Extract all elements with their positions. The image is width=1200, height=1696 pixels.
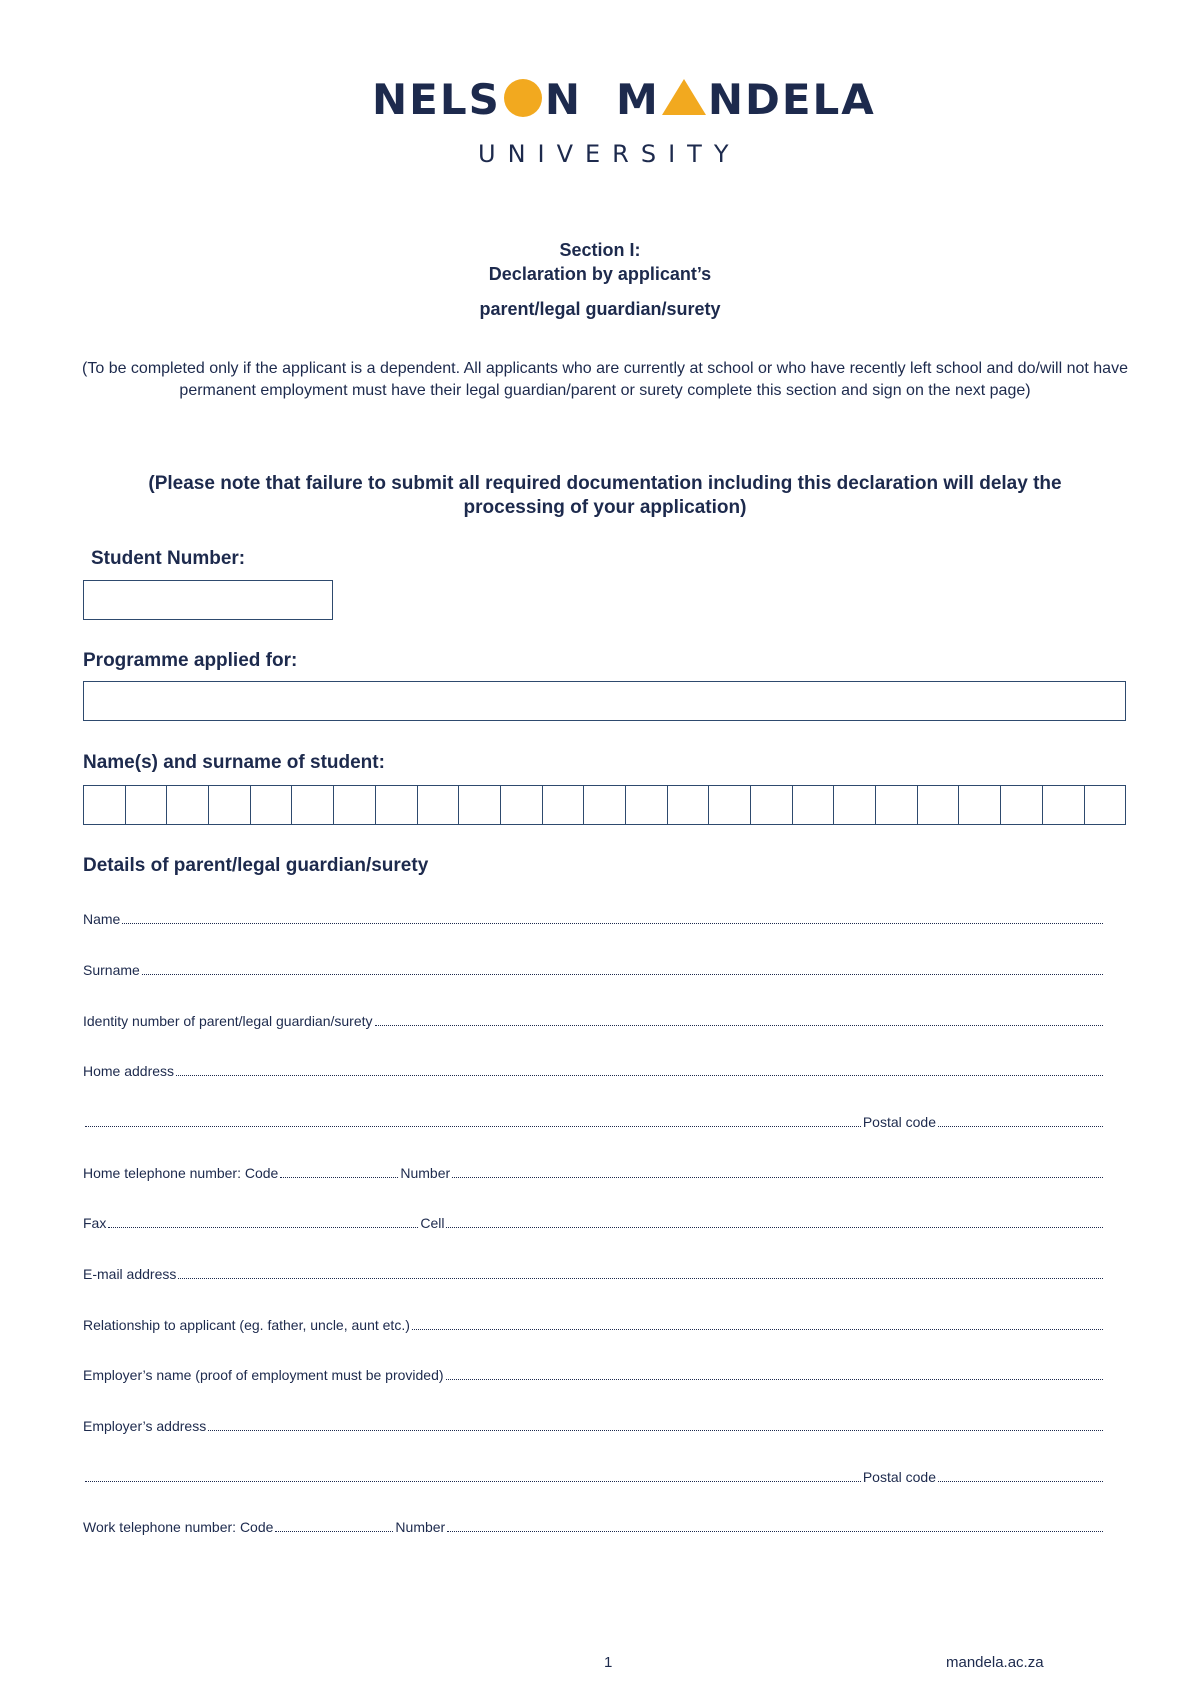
- details-heading: Details of parent/legal guardian/surety: [83, 855, 429, 876]
- declaration-title: Declaration by applicant’s: [488, 264, 712, 284]
- student-number-label: Student Number:: [91, 548, 246, 569]
- employer-address-label: Employer’s address: [83, 1418, 207, 1434]
- fax-cell-line[interactable]: [83, 1212, 1105, 1232]
- work-telephone-line[interactable]: [83, 1516, 1105, 1536]
- home-address-line-2[interactable]: [83, 1111, 1105, 1131]
- parent-surname-label: Surname: [83, 962, 140, 978]
- name-char-cell[interactable]: [1085, 786, 1126, 824]
- sun-icon: [504, 79, 542, 117]
- name-char-cell[interactable]: [292, 786, 334, 824]
- identity-number-label: Identity number of parent/legal guardian/surety: [83, 1013, 373, 1029]
- student-name-cells[interactable]: [83, 785, 1126, 825]
- name-char-cell[interactable]: [418, 786, 460, 824]
- employer-address-line-2[interactable]: [83, 1466, 1105, 1486]
- employer-name-label: Employer’s name (proof of employment must be provided): [83, 1367, 444, 1383]
- fax-label: Fax: [83, 1215, 107, 1231]
- name-char-cell[interactable]: [959, 786, 1001, 824]
- email-line[interactable]: [83, 1263, 1105, 1283]
- name-char-cell[interactable]: [793, 786, 835, 824]
- name-char-cell[interactable]: [543, 786, 585, 824]
- name-char-cell[interactable]: [334, 786, 376, 824]
- name-char-cell[interactable]: [167, 786, 209, 824]
- home-telephone-label: Home telephone number: Code: [83, 1165, 279, 1181]
- parent-name-line[interactable]: [83, 908, 1105, 928]
- page-number: 1: [604, 1654, 613, 1671]
- identity-number-line[interactable]: [83, 1010, 1105, 1030]
- relationship-line[interactable]: [83, 1314, 1105, 1334]
- logo-university: UNIVERSITY: [478, 140, 741, 168]
- footer-url: mandela.ac.za: [946, 1654, 1044, 1671]
- name-char-cell[interactable]: [709, 786, 751, 824]
- home-address-label: Home address: [83, 1063, 175, 1079]
- employer-address-line[interactable]: [83, 1415, 1105, 1435]
- name-char-cell[interactable]: [1043, 786, 1085, 824]
- name-char-cell[interactable]: [1001, 786, 1043, 824]
- cell-label: Cell: [420, 1215, 445, 1231]
- triangle-icon: [662, 79, 706, 115]
- email-label: E-mail address: [83, 1266, 177, 1282]
- employer-postal-code-label: Postal code: [862, 1469, 936, 1485]
- intro-text: (To be completed only if the applicant is a dependent. All applicants who are currently at school or who have recently left school and do/will not have permanent employment must have their legal guardian/parent or surety complete this section and sign on the next page): [82, 360, 1128, 399]
- parent-surname-line[interactable]: [83, 959, 1105, 979]
- logo-word-n: N: [544, 74, 583, 124]
- notice-text: (Please note that failure to submit all required documentation including this declaration will delay the processing of your application): [148, 473, 1062, 518]
- name-char-cell[interactable]: [376, 786, 418, 824]
- name-char-cell[interactable]: [876, 786, 918, 824]
- home-telephone-number-label: Number: [400, 1165, 451, 1181]
- section-title: Section I:: [559, 240, 641, 260]
- relationship-label: Relationship to applicant (eg. father, uncle, aunt etc.): [83, 1317, 410, 1333]
- logo-word-ndela: NDELA: [707, 74, 876, 124]
- home-postal-code-label: Postal code: [862, 1114, 936, 1130]
- programme-input[interactable]: [83, 681, 1126, 721]
- name-char-cell[interactable]: [84, 786, 126, 824]
- name-char-cell[interactable]: [834, 786, 876, 824]
- logo-word-nels: NELS: [372, 74, 501, 124]
- name-char-cell[interactable]: [668, 786, 710, 824]
- name-char-cell[interactable]: [459, 786, 501, 824]
- name-char-cell[interactable]: [918, 786, 960, 824]
- name-char-cell[interactable]: [626, 786, 668, 824]
- employer-name-line[interactable]: [83, 1364, 1105, 1384]
- work-telephone-number-label: Number: [395, 1519, 446, 1535]
- declaration-subtitle: parent/legal guardian/surety: [479, 299, 721, 319]
- name-char-cell[interactable]: [126, 786, 168, 824]
- student-number-input[interactable]: [83, 580, 333, 620]
- university-logo: [372, 72, 876, 122]
- home-telephone-line[interactable]: [83, 1162, 1105, 1182]
- parent-name-label: Name: [83, 911, 121, 927]
- name-char-cell[interactable]: [751, 786, 793, 824]
- name-char-cell[interactable]: [251, 786, 293, 824]
- name-char-cell[interactable]: [501, 786, 543, 824]
- programme-label: Programme applied for:: [83, 650, 298, 671]
- name-char-cell[interactable]: [584, 786, 626, 824]
- home-address-line[interactable]: [83, 1060, 1105, 1080]
- work-telephone-label: Work telephone number: Code: [83, 1519, 274, 1535]
- logo-word-m: M: [616, 74, 660, 124]
- student-name-label: Name(s) and surname of student:: [83, 752, 385, 773]
- name-char-cell[interactable]: [209, 786, 251, 824]
